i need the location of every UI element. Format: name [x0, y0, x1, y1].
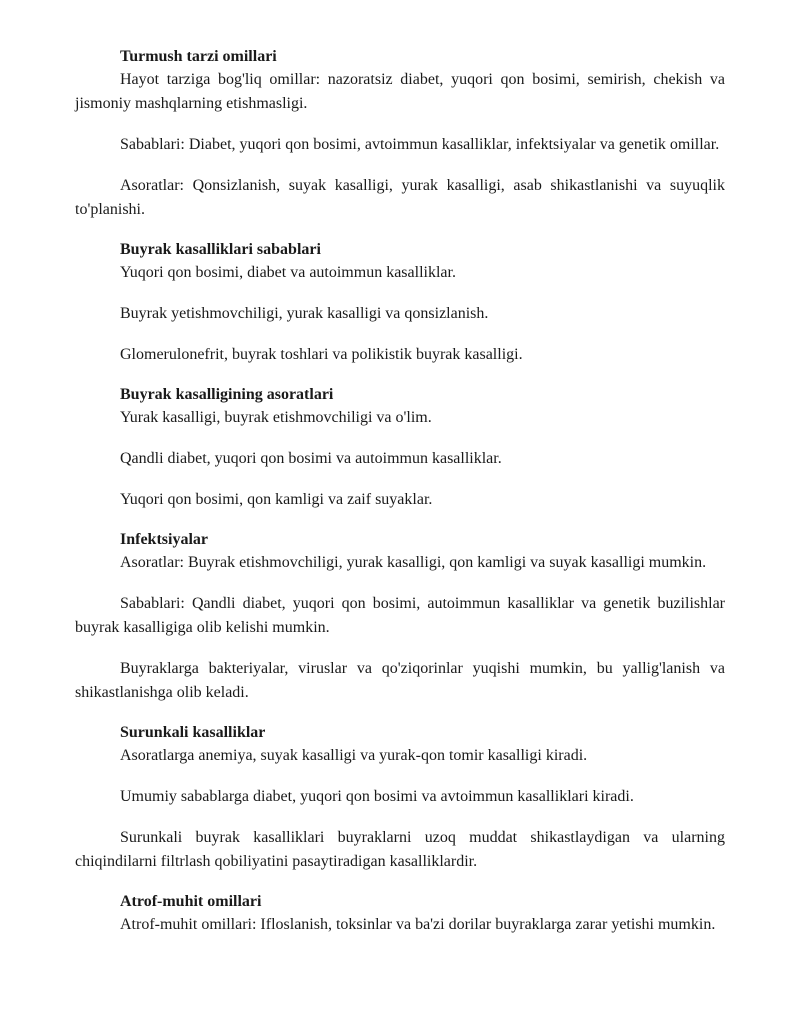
paragraph: Yuqori qon bosimi, diabet va autoimmun kasalliklar. — [120, 264, 456, 281]
section-lifestyle-factors — [75, 46, 725, 222]
section-environmental-factors — [75, 891, 725, 937]
section-chronic-diseases — [75, 722, 725, 874]
paragraph: Sabablari: Qandli diabet, yuqori qon bosimi, autoimmun kasalliklar va genetik buzilishlar buyrak kasalligiga olib kelishi mumkin. — [75, 595, 725, 636]
paragraph: Asoratlar: Buyrak etishmovchiligi, yurak kasalligi, qon kamligi va suyak kasalligi mumkin. — [120, 554, 707, 571]
section-heading: Infektsiyalar — [120, 531, 208, 548]
paragraph: Surunkali buyrak kasalliklari buyraklarni uzoq muddat shikastlaydigan va ularning chiqindilarni filtrlash qobiliyatini pasaytiradigan kasalliklardir. — [75, 829, 725, 870]
section-infections — [75, 529, 725, 705]
paragraph: Asoratlar: Qonsizlanish, suyak kasalligi, yurak kasalligi, asab shikastlanishi va suyuqlik to'planishi. — [75, 177, 725, 218]
paragraph: Sabablari: Diabet, yuqori qon bosimi, avtoimmun kasalliklar, infektsiyalar va genetik omillar. — [120, 136, 720, 153]
paragraph: Yurak kasalligi, buyrak etishmovchiligi va o'lim. — [120, 409, 432, 426]
section-heading: Surunkali kasalliklar — [120, 724, 266, 741]
paragraph: Qandli diabet, yuqori qon bosimi va autoimmun kasalliklar. — [120, 450, 502, 467]
document-page — [75, 46, 725, 954]
section-kidney-disease-causes — [75, 239, 725, 367]
section-heading: Turmush tarzi omillari — [120, 48, 277, 65]
paragraph: Buyrak yetishmovchiligi, yurak kasalligi va qonsizlanish. — [120, 305, 489, 322]
paragraph: Buyraklarga bakteriyalar, viruslar va qo'ziqorinlar yuqishi mumkin, bu yallig'lanish va shikastlanishga olib keladi. — [75, 660, 725, 701]
paragraph: Atrof-muhit omillari: Ifloslanish, toksinlar va ba'zi dorilar buyraklarga zarar yetishi mumkin. — [120, 916, 716, 933]
paragraph: Hayot tarziga bog'liq omillar: nazoratsiz diabet, yuqori qon bosimi, semirish, chekish va jismoniy mashqlarning etishmasligi. — [75, 71, 725, 112]
paragraph: Umumiy sabablarga diabet, yuqori qon bosimi va avtoimmun kasalliklari kiradi. — [120, 788, 634, 805]
paragraph: Asoratlarga anemiya, suyak kasalligi va yurak-qon tomir kasalligi kiradi. — [120, 747, 588, 764]
paragraph: Glomerulonefrit, buyrak toshlari va polikistik buyrak kasalligi. — [120, 346, 523, 363]
section-heading: Atrof-muhit omillari — [120, 893, 262, 910]
section-heading: Buyrak kasalligining asoratlari — [120, 386, 334, 403]
section-heading: Buyrak kasalliklari sabablari — [120, 241, 321, 258]
section-kidney-disease-complications — [75, 384, 725, 512]
paragraph: Yuqori qon bosimi, qon kamligi va zaif suyaklar. — [120, 491, 433, 508]
